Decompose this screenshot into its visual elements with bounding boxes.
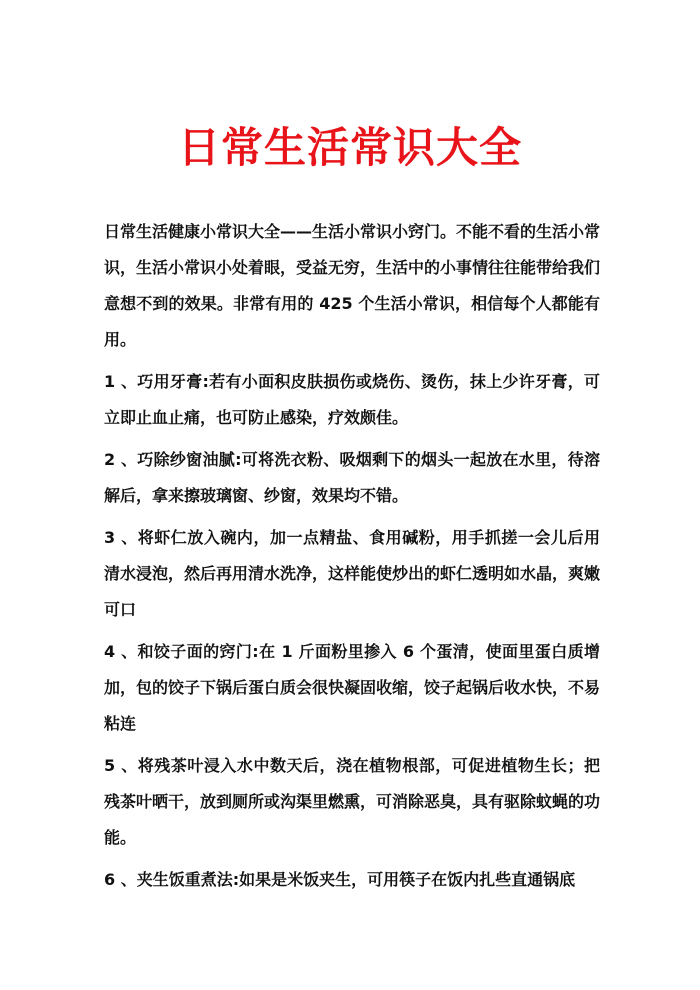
tip-paragraph-2: 2 、巧除纱窗油腻:可将洗衣粉、吸烟剩下的烟头一起放在水里，待溶解后，拿来擦玻璃窗、纱窗，效果均不错。 bbox=[104, 450, 600, 505]
tip-paragraph-5: 5 、将残茶叶浸入水中数天后，浇在植物根部，可促进植物生长；把残茶叶晒干，放到厕所或沟渠里燃熏，可消除恶臭，具有驱除蚊蝇的功能。 bbox=[104, 756, 601, 847]
tip-paragraph-3: 3 、将虾仁放入碗内，加一点精盐、食用碱粉，用手抓搓一会儿后用清水浸泡，然后再用清水洗净，这样能使炒出的虾仁透明如水晶，爽嫩可口 bbox=[104, 528, 601, 619]
tip-paragraph-1: 1 、巧用牙膏:若有小面积皮肤损伤或烧伤、烫伤，抹上少许牙膏，可立即止血止痛，也可防止感染，疗效颇佳。 bbox=[104, 372, 600, 427]
tip-paragraph-6: 6 、夹生饭重煮法:如果是米饭夹生，可用筷子在饭内扎些直通锅底 bbox=[104, 870, 576, 889]
tip-paragraph-4: 4 、和饺子面的窍门:在 1 斤面粉里掺入 6 个蛋清，使面里蛋白质增加，包的饺子下锅后蛋白质会很快凝固收缩，饺子起锅后收水快，不易粘连 bbox=[104, 642, 601, 733]
intro-paragraph: 日常生活健康小常识大全——生活小常识小窍门。不能不看的生活小常识，生活小常识小处着眼，受益无穷，生活中的小事情往往能带给我们意想不到的效果。非常有用的 425 个生活小常识，相信每个人都能有用。 bbox=[104, 222, 601, 349]
document-title: 日常生活常识大全 bbox=[177, 123, 522, 172]
document-body bbox=[104, 214, 600, 904]
